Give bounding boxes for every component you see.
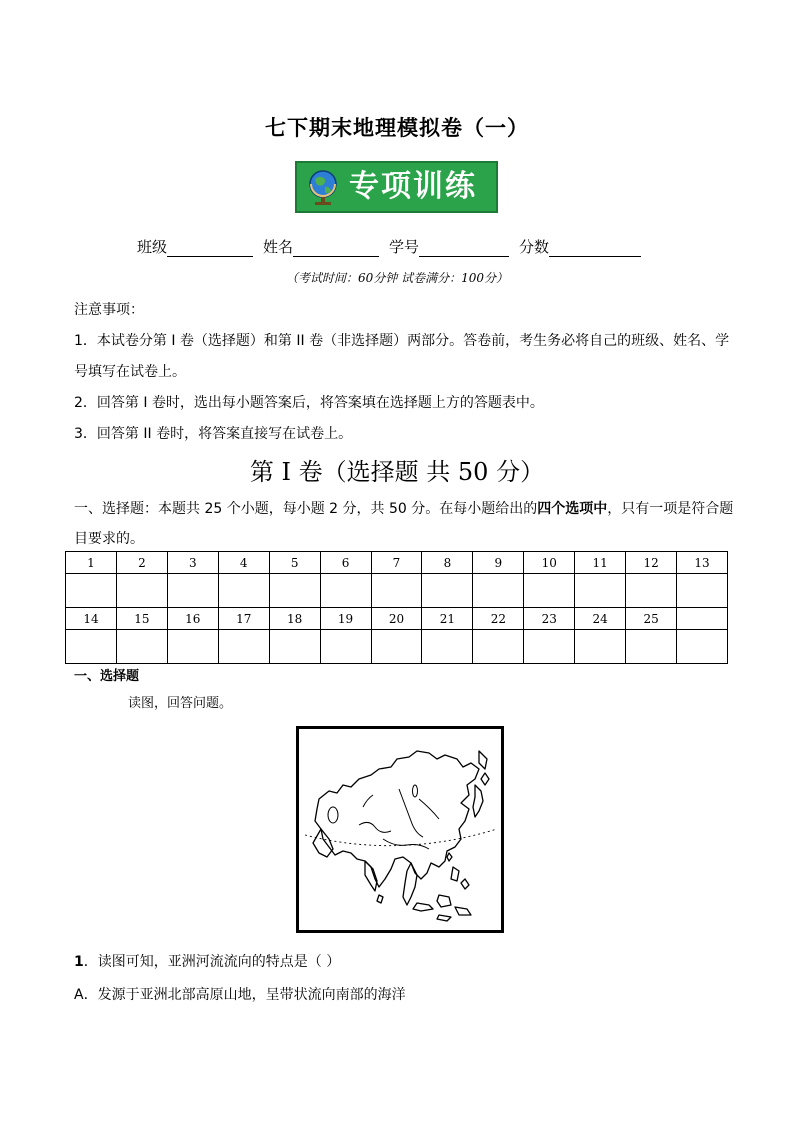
notice-item-3: 3．回答第 II 卷时，将答案直接写在试卷上。 [74,426,353,442]
q-num-cell: 21 [422,608,473,630]
answer-cell[interactable] [677,574,728,608]
q-num-cell: 6 [320,552,371,574]
instruction-bold: 四个选项中 [537,501,608,517]
notice-title: 注意事项： [74,302,144,318]
answer-input-row-1 [66,574,728,608]
answer-cell[interactable] [66,574,117,608]
answer-cell[interactable] [218,630,269,664]
q-num-cell: 17 [218,608,269,630]
q-num-cell: 2 [116,552,167,574]
q-num-cell: 14 [66,608,117,630]
q-num-cell [677,608,728,630]
answer-cell[interactable] [218,574,269,608]
exam-time: （考试时间：60分钟 试卷满分：100分） [286,271,508,285]
class-label: 班级 [137,238,168,256]
answer-cell[interactable] [473,574,524,608]
answer-cell[interactable] [320,630,371,664]
answer-cell[interactable] [269,574,320,608]
answer-cell[interactable] [626,630,677,664]
instruction-part2: ，只有一项是符合题目要求的。 [74,501,734,547]
student-info-line [137,236,651,257]
q-num-cell: 19 [320,608,371,630]
question-1-text: ．读图可知，亚洲河流流向的特点是（ ） [83,954,341,970]
score-field[interactable] [519,236,641,257]
question-1-option-a[interactable]: A．发源于亚洲北部高原山地，呈带状流向南部的海洋 [74,987,406,1003]
q-num-cell: 22 [473,608,524,630]
notice-item-2: 2．回答第 I 卷时，选出每小题答案后，将答案填在选择题上方的答题表中。 [74,395,544,411]
name-field[interactable] [263,236,379,257]
answer-cell[interactable] [66,630,117,664]
class-field[interactable] [137,236,253,257]
answer-cell[interactable] [575,630,626,664]
globe-icon [303,167,343,207]
q-num-cell: 8 [422,552,473,574]
badge-label: 专项训练 [349,169,477,204]
question-1 [74,951,340,971]
answer-cell[interactable] [371,630,422,664]
q-num-cell: 18 [269,608,320,630]
q-num-cell: 10 [524,552,575,574]
section-title: 第 I 卷（选择题 共 50 分） [249,458,545,486]
q-num-cell: 1 [66,552,117,574]
answer-cell[interactable] [269,630,320,664]
asia-outline-map [299,729,501,930]
name-blank[interactable] [293,240,379,257]
q-num-cell: 4 [218,552,269,574]
id-field[interactable] [389,236,509,257]
answer-cell[interactable] [167,574,218,608]
q-num-cell: 9 [473,552,524,574]
q-num-cell: 20 [371,608,422,630]
q-num-cell: 16 [167,608,218,630]
score-label: 分数 [519,238,550,256]
answer-cell[interactable] [116,574,167,608]
answer-table [65,551,728,664]
page-title: 七下期末地理模拟卷（一） [265,116,529,140]
id-blank[interactable] [419,240,509,257]
class-blank[interactable] [167,240,253,257]
answer-cell[interactable] [626,574,677,608]
id-label: 学号 [389,238,420,256]
answer-cell[interactable] [575,574,626,608]
q-num-cell: 25 [626,608,677,630]
name-label: 姓名 [263,238,294,256]
question-section-heading: 一、选择题 [74,669,140,684]
q-num-cell: 12 [626,552,677,574]
question-1-number: 1 [74,954,84,970]
answer-cell[interactable] [422,574,473,608]
answer-cell[interactable] [320,574,371,608]
score-blank[interactable] [549,240,641,257]
answer-number-row-1 [66,552,728,574]
asia-map [296,726,504,933]
q-num-cell: 23 [524,608,575,630]
answer-number-row-2 [66,608,728,630]
answer-cell[interactable] [524,630,575,664]
choice-instruction [74,494,734,554]
answer-cell[interactable] [422,630,473,664]
answer-cell[interactable] [371,574,422,608]
answer-cell[interactable] [116,630,167,664]
answer-cell[interactable] [677,630,728,664]
q-num-cell: 7 [371,552,422,574]
training-badge [295,161,498,213]
q-num-cell: 15 [116,608,167,630]
q-num-cell: 24 [575,608,626,630]
answer-cell[interactable] [473,630,524,664]
read-map-prompt: 读图，回答问题。 [128,696,233,711]
answer-cell[interactable] [167,630,218,664]
answer-cell[interactable] [524,574,575,608]
instruction-part1: 一、选择题：本题共 25 个小题，每小题 2 分，共 50 分。在每小题给出的 [74,501,538,517]
q-num-cell: 5 [269,552,320,574]
notice-item-1: 1．本试卷分第 I 卷（选择题）和第 II 卷（非选择题）两部分。答卷前，考生务必将自己的班级、姓名、学号填写在试卷上。 [74,333,730,380]
q-num-cell: 3 [167,552,218,574]
answer-input-row-2 [66,630,728,664]
q-num-cell: 11 [575,552,626,574]
q-num-cell: 13 [677,552,728,574]
